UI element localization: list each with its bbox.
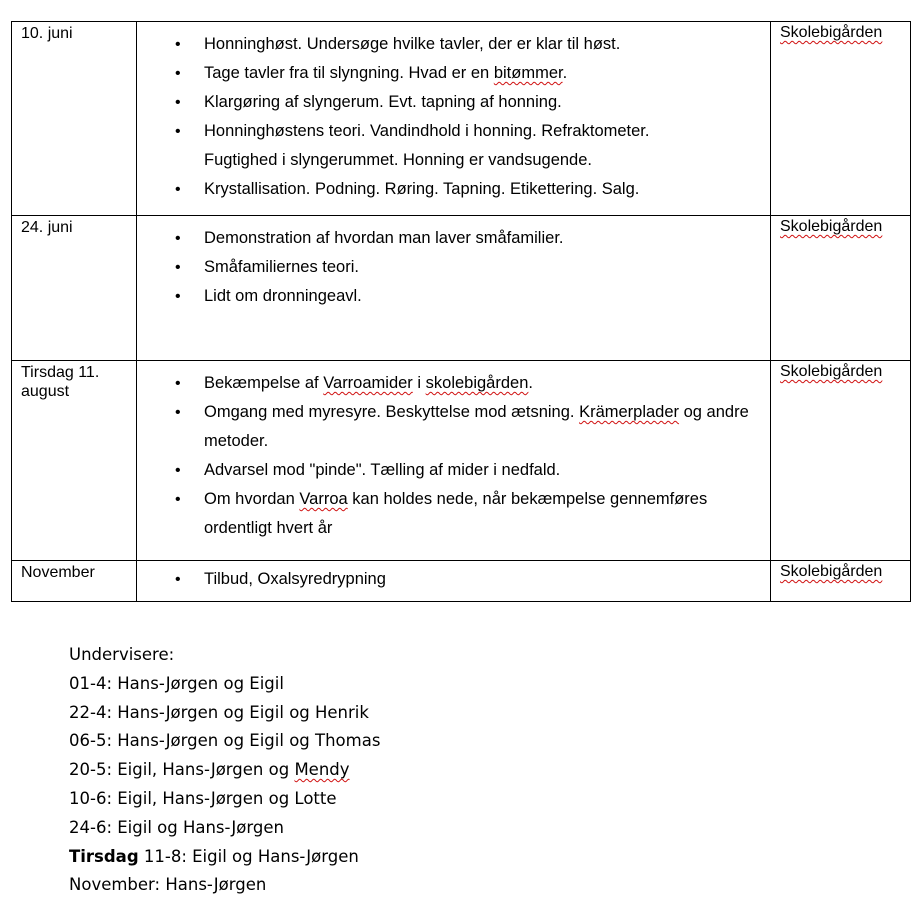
instructor-line: 06-5: Hans-Jørgen og Eigil og Thomas [69, 731, 381, 751]
instructor-line: 22-4: Hans-Jørgen og Eigil og Henrik [69, 702, 369, 722]
activity-item: • Omgang med myresyre. Beskyttelse mod ætsning. Krämerplader og andre metoder. [204, 398, 749, 456]
location-label: Skolebigården [780, 218, 883, 235]
location-cell [771, 561, 911, 602]
bold-day-label: Tirsdag [69, 846, 139, 866]
activities-cell [137, 361, 771, 561]
activity-item: • Advarsel mod "pinde". Tælling af mider i nedfald. [204, 456, 770, 485]
spelling-flag: Varroa [299, 490, 348, 508]
schedule-row [12, 361, 911, 561]
spelling-flag: Krämerplader [579, 403, 680, 421]
spelling-flag: Varroamider [323, 374, 413, 392]
location-label: Skolebigården [780, 24, 883, 41]
location-cell [771, 216, 911, 361]
activity-list [137, 22, 770, 204]
activity-item: • Småfamiliernes teori. [204, 253, 770, 282]
date-cell: 10. juni [12, 22, 137, 216]
schedule-row [12, 216, 911, 361]
instructors-heading: Undervisere: [69, 645, 175, 664]
activity-item: • Tage tavler fra til slyngning. Hvad er en bitømmer. [204, 59, 770, 88]
instructors-list [69, 641, 380, 900]
location-cell [771, 361, 911, 561]
instructor-line: November: Hans-Jørgen [69, 875, 267, 895]
location-label: Skolebigården [780, 363, 883, 380]
spelling-flag: Mendy [294, 760, 350, 780]
activity-list [137, 361, 770, 543]
schedule-table [11, 21, 911, 602]
location-cell [771, 22, 911, 216]
activity-item: • Bekæmpelse af Varroamider i skolebigården. [204, 369, 770, 398]
activity-item: • Klargøring af slyngerum. Evt. tapning af honning. [204, 88, 770, 117]
activity-item: • Honninghøst. Undersøge hvilke tavler, der er klar til høst. [204, 30, 770, 59]
schedule-row [12, 561, 911, 602]
activity-item: • Krystallisation. Podning. Røring. Tapning. Etikettering. Salg. [204, 175, 770, 204]
activities-cell [137, 22, 771, 216]
activity-list [137, 561, 770, 594]
spelling-flag: skolebigården [425, 374, 529, 392]
instructor-line: Tirsdag 11-8: Eigil og Hans-Jørgen [69, 846, 359, 866]
instructor-line: 24-6: Eigil og Hans-Jørgen [69, 817, 284, 837]
activity-item: • Tilbud, Oxalsyredrypning [204, 565, 770, 594]
date-cell: November [12, 561, 137, 602]
activities-cell [137, 561, 771, 602]
activity-item: • Lidt om dronningeavl. [204, 282, 770, 311]
instructor-line: 20-5: Eigil, Hans-Jørgen og Mendy [69, 760, 350, 780]
date-cell: 24. juni [12, 216, 137, 361]
activity-item: • Om hvordan Varroa kan holdes nede, når bekæmpelse gennemføres ordentligt hvert år [204, 485, 754, 543]
instructor-line: 10-6: Eigil, Hans-Jørgen og Lotte [69, 788, 337, 808]
activity-list [137, 216, 770, 311]
activities-cell [137, 216, 771, 361]
activity-item: • Demonstration af hvordan man laver småfamilier. [204, 224, 770, 253]
activity-item: • Honninghøstens teori. Vandindhold i honning. Refraktometer. Fugtighed i slyngerummet. Honning er vandsugende. [204, 117, 704, 175]
date-cell: Tirsdag 11. august [12, 361, 137, 561]
location-label: Skolebigården [780, 563, 883, 580]
instructor-line: 01-4: Hans-Jørgen og Eigil [69, 673, 284, 693]
schedule-row [12, 22, 911, 216]
spelling-flag: bitømmer [493, 64, 563, 82]
